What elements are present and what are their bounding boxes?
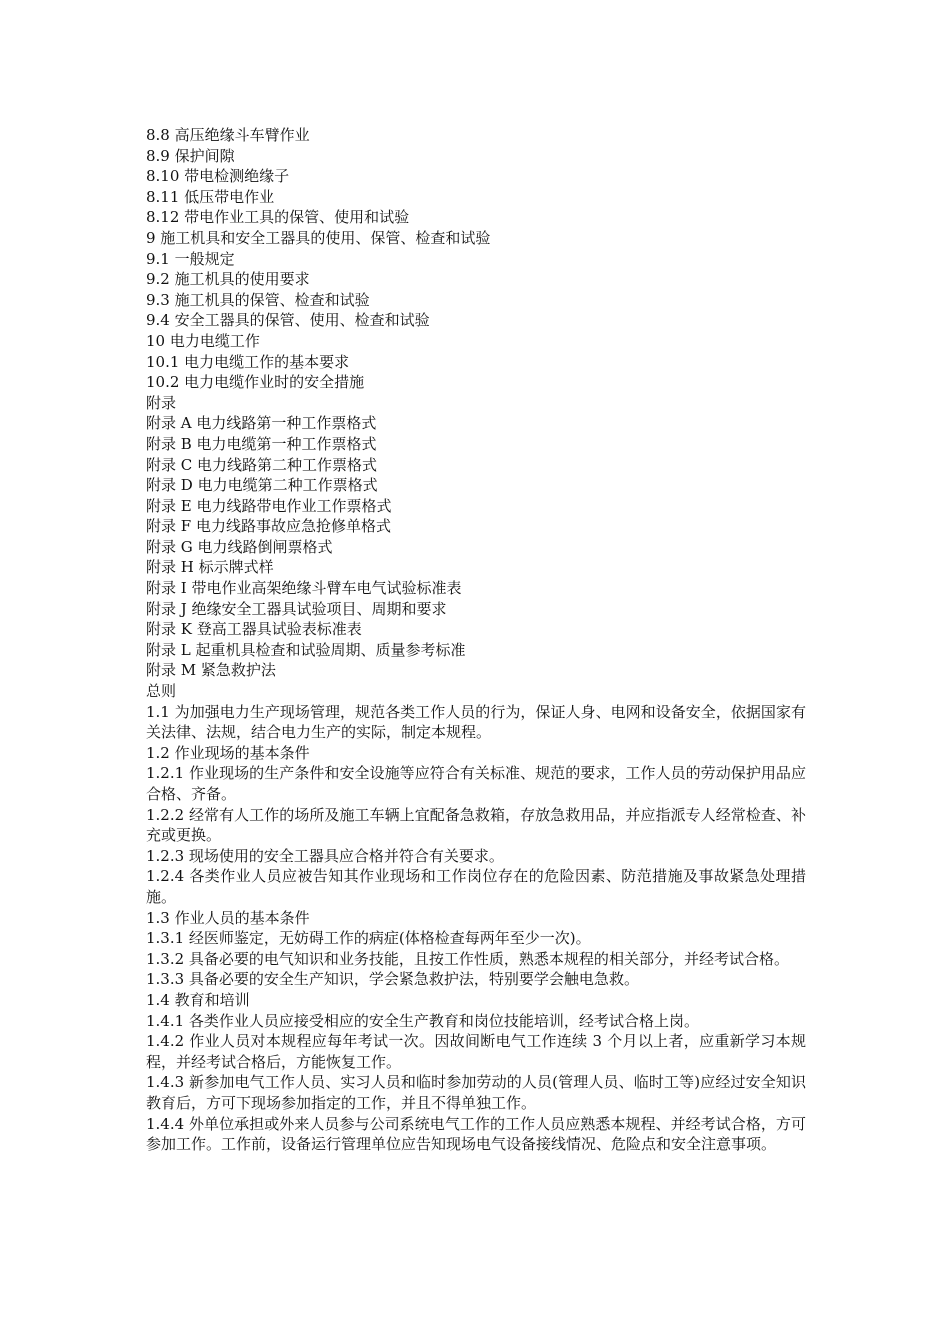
toc-item: 9 施工机具和安全工器具的使用、保管、检查和试验 (146, 228, 491, 247)
paragraph: 1.3.3 具备必要的安全生产知识，学会紧急救护法，特别要学会触电急救。 (146, 970, 639, 989)
paragraph: 1.2.2 经常有人工作的场所及施工车辆上宜配备急救箱，存放急救用品，并应指派专人经常检查、补充或更换。 (146, 805, 806, 845)
paragraph: 1.2.4 各类作业人员应被告知其作业现场和工作岗位存在的危险因素、防范措施及事故紧急处理措施。 (146, 867, 806, 906)
toc-item: 附录 M 紧急救护法 (146, 661, 276, 680)
toc-item: 8.12 带电作业工具的保管、使用和试验 (146, 208, 410, 227)
section-heading: 1.3 作业人员的基本条件 (146, 908, 310, 927)
document-page (146, 125, 806, 1155)
toc-item: 8.10 带电检测绝缘子 (146, 167, 290, 186)
section-heading: 1.2 作业现场的基本条件 (146, 743, 310, 762)
section-heading: 总则 (146, 682, 177, 701)
toc-item: 10.1 电力电缆工作的基本要求 (146, 352, 350, 371)
toc-item: 附录 E 电力线路带电作业工作票格式 (146, 496, 392, 515)
toc-item: 8.11 低压带电作业 (146, 187, 275, 206)
paragraph: 1.4.2 作业人员对本规程应每年考试一次。因故间断电气工作连续 3 个月以上者，应重新学习本规程，并经考试合格后，方能恢复工作。 (146, 1032, 806, 1071)
paragraph: 1.4.3 新参加电气工作人员、实习人员和临时参加劳动的人员(管理人员、临时工等)应经过安全知识教育后，方可下现场参加指定的工作，并且不得单独工作。 (146, 1073, 806, 1112)
table-of-contents (146, 125, 806, 681)
paragraph: 1.3.1 经医师鉴定，无妨碍工作的病症(体格检查每两年至少一次)。 (146, 929, 591, 948)
paragraph: 1.4.1 各类作业人员应接受相应的安全生产教育和岗位技能培训，经考试合格上岗。 (146, 1011, 699, 1030)
toc-item: 附录 C 电力线路第二种工作票格式 (146, 455, 378, 474)
toc-item: 附录 I 带电作业高架绝缘斗臂车电气试验标准表 (146, 579, 462, 598)
toc-item: 附录 K 登高工器具试验表标准表 (146, 620, 362, 639)
paragraph: 1.1 为加强电力生产现场管理，规范各类工作人员的行为，保证人身、电网和设备安全，依据国家有关法律、法规，结合电力生产的实际，制定本规程。 (146, 702, 806, 742)
toc-item: 附录 L 起重机具检查和试验周期、质量参考标准 (146, 640, 466, 659)
toc-item: 附录 G 电力线路倒闸票格式 (146, 537, 333, 556)
toc-item: 附录 H 标示牌式样 (146, 558, 274, 577)
toc-item: 9.4 安全工器具的保管、使用、检查和试验 (146, 311, 430, 330)
section-heading: 1.4 教育和培训 (146, 990, 250, 1009)
paragraph: 1.4.4 外单位承担或外来人员参与公司系统电气工作的工作人员应熟悉本规程、并经考试合格，方可参加工作。工作前，设备运行管理单位应告知现场电气设备接线情况、危险点和安全注意事项。 (146, 1114, 806, 1154)
toc-item: 附录 B 电力电缆第一种工作票格式 (146, 434, 377, 453)
paragraph: 1.3.2 具备必要的电气知识和业务技能，且按工作性质，熟悉本规程的相关部分，并经考试合格。 (146, 949, 789, 968)
paragraph: 1.2.3 现场使用的安全工器具应合格并符合有关要求。 (146, 846, 504, 865)
toc-item: 9.2 施工机具的使用要求 (146, 270, 310, 289)
toc-item: 9.3 施工机具的保管、检查和试验 (146, 290, 370, 309)
toc-item: 10 电力电缆工作 (146, 331, 260, 350)
toc-item: 10.2 电力电缆作业时的安全措施 (146, 373, 365, 392)
toc-item: 8.9 保护间隙 (146, 146, 235, 165)
toc-item: 附录 A 电力线路第一种工作票格式 (146, 414, 377, 433)
toc-item: 附录 F 电力线路事故应急抢修单格式 (146, 517, 391, 536)
body-text (146, 681, 806, 1155)
paragraph: 1.2.1 作业现场的生产条件和安全设施等应符合有关标准、规范的要求，工作人员的劳动保护用品应合格、齐备。 (146, 764, 806, 803)
toc-item: 附录 (146, 393, 177, 412)
toc-item: 8.8 高压绝缘斗车臂作业 (146, 126, 310, 144)
toc-item: 附录 J 绝缘安全工器具试验项目、周期和要求 (146, 599, 447, 618)
toc-item: 附录 D 电力电缆第二种工作票格式 (146, 476, 378, 495)
toc-item: 9.1 一般规定 (146, 249, 235, 268)
